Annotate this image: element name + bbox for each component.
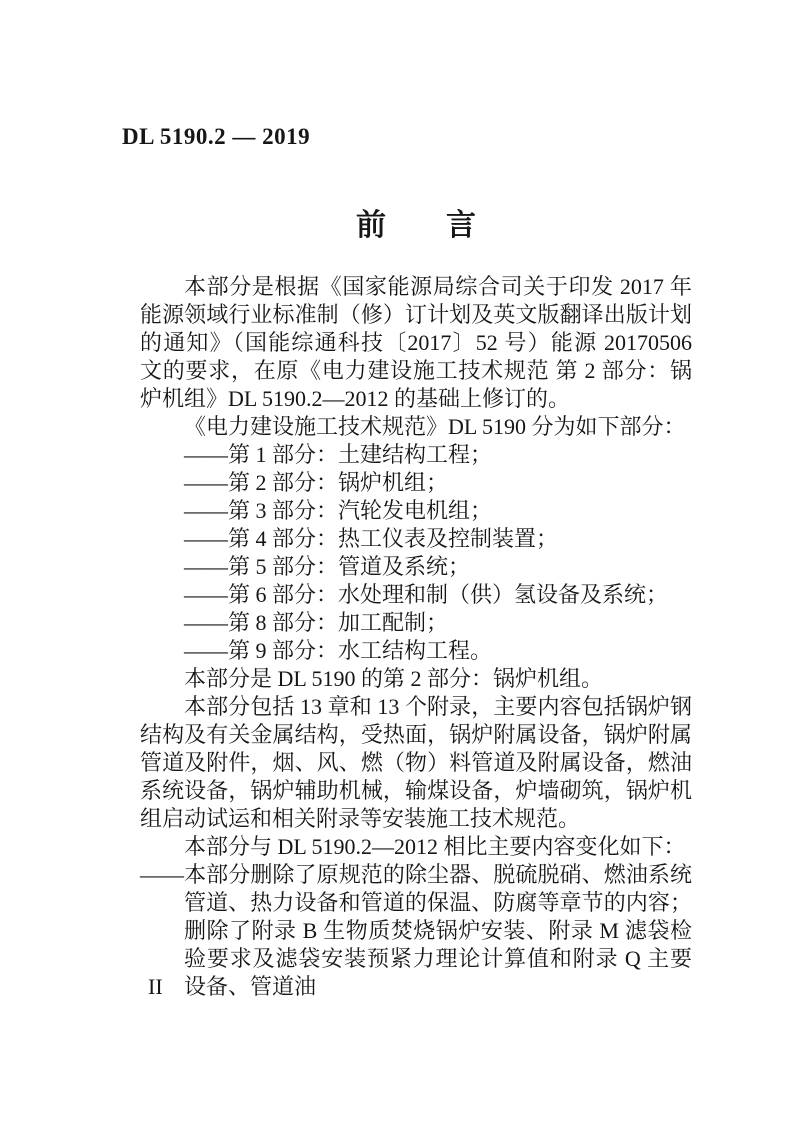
part-item: ——第 8 部分：加工配制； <box>184 610 449 635</box>
parts-list <box>140 441 692 665</box>
changes-list <box>140 861 692 1001</box>
part-item: ——第 4 部分：热工仪表及控制装置； <box>184 526 559 551</box>
part-item: ——第 6 部分：水处理和制（供）氢设备及系统； <box>184 582 669 607</box>
part-item: ——第 1 部分：土建结构工程； <box>184 442 493 467</box>
part-item: ——第 3 部分：汽轮发电机组； <box>184 498 493 523</box>
change-item: ——本部分删除了原规范的除尘器、脱硫脱硝、燃油系统管道、热力设备和管道的保温、防腐等章节的内容；删除了附录 B 生物质焚烧锅炉安装、附录 M 滤袋检验要求及滤袋安装预紧力理论计算值和附录 Q 主要设备、管道油 <box>140 862 692 999</box>
foreword-paragraph-scope: 本部分包括 13 章和 13 个附录，主要内容包括锅炉钢结构及有关金属结构，受热面，锅炉附属设备，锅炉附属管道及附件，烟、风、燃（物）料管道及附属设备，燃油系统设备，锅炉辅助机械，输煤设备，炉墙砌筑，锅炉机组启动试运和相关附录等安装施工技术规范。 <box>140 694 692 831</box>
standard-number: DL 5190.2 — 2019 <box>122 124 311 149</box>
part-item: ——第 5 部分：管道及系统； <box>184 554 471 579</box>
foreword-paragraph-series-intro: 《电力建设施工技术规范》DL 5190 分为如下部分： <box>184 414 686 439</box>
part-item: ——第 2 部分：锅炉机组； <box>184 470 449 495</box>
foreword-paragraph-changes-intro: 本部分与 DL 5190.2—2012 相比主要内容变化如下： <box>184 834 686 859</box>
foreword-paragraph-this-part: 本部分是 DL 5190 的第 2 部分：锅炉机组。 <box>184 666 604 691</box>
part-item: ——第 9 部分：水工结构工程。 <box>184 638 493 663</box>
foreword-paragraph-basis: 本部分是根据《国家能源局综合司关于印发 2017 年能源领域行业标准制（修）订计划及英文版翻译出版计划的通知》（国能综通科技〔2017〕52 号）能源 20170506 文的要求，在原《电力建设施工技术规范 第 2 部分：锅炉机组》DL 5190.2—2012 的基础上修订的。 <box>140 274 692 411</box>
page-title: 前 言 <box>356 209 476 242</box>
foreword-body <box>140 273 692 1001</box>
page-number: II <box>148 974 163 999</box>
